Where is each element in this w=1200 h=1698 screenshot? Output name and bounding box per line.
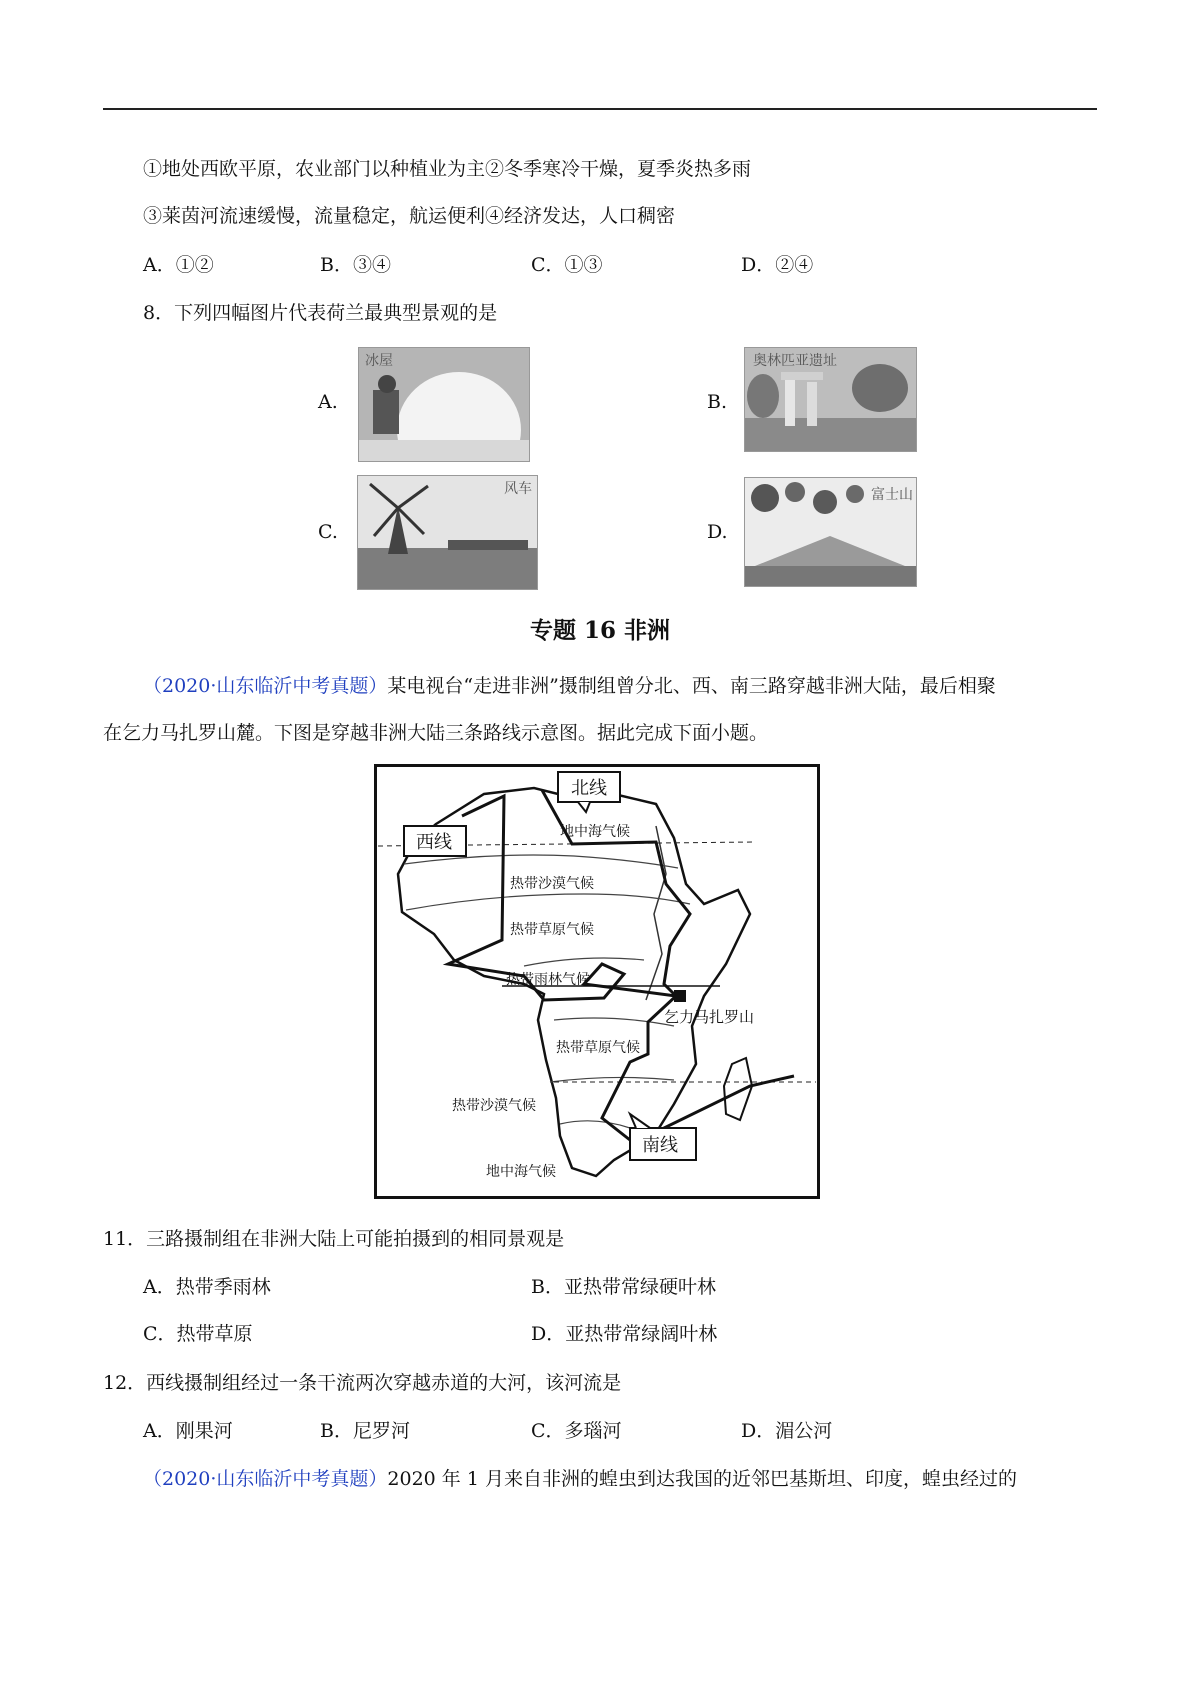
q8-photo-d-caption: 富士山 bbox=[871, 487, 913, 503]
q7-statement-line-2: ③莱茵河流速缓慢，流量稳定，航运便利④经济发达，人口稠密 bbox=[143, 205, 676, 227]
intro-source: （2020·山东临沂中考真题） bbox=[143, 675, 388, 697]
q8-photo-d-mount-fuji bbox=[744, 477, 917, 587]
label-kilimanjaro: 乞力马扎罗山 bbox=[664, 1008, 755, 1026]
label-med-north: 地中海气候 bbox=[560, 824, 630, 840]
q12-option-c: C．多瑙河 bbox=[531, 1420, 622, 1442]
label-savanna-north: 热带草原气候 bbox=[510, 922, 594, 938]
next-text: 2020 年 1 月来自非洲的蝗虫到达我国的近邻巴基斯坦、印度，蝗虫经过的 bbox=[387, 1468, 1017, 1490]
q12-question: 12．西线摄制组经过一条干流两次穿越赤道的大河，该河流是 bbox=[103, 1372, 622, 1394]
label-savanna-south: 热带草原气候 bbox=[556, 1040, 640, 1056]
q12-option-d: D．湄公河 bbox=[741, 1420, 833, 1442]
q11-option-c: C．热带草原 bbox=[143, 1323, 253, 1345]
intro-line-1 bbox=[143, 673, 996, 699]
next-passage-line bbox=[143, 1466, 1017, 1492]
q8-option-d-letter: D. bbox=[707, 521, 728, 543]
q7-option-a: A．①② bbox=[143, 254, 214, 276]
q8-photo-b-ruins bbox=[744, 347, 917, 452]
intro-line-2: 在乞力马扎罗山麓。下图是穿越非洲大陆三条路线示意图。据此完成下面小题。 bbox=[103, 722, 769, 744]
label-rainforest: 热带雨林气候 bbox=[506, 972, 590, 988]
q12-option-a: A．刚果河 bbox=[143, 1420, 233, 1442]
q11-question: 11．三路摄制组在非洲大陆上可能拍摄到的相同景观是 bbox=[103, 1228, 565, 1250]
q12-option-b: B．尼罗河 bbox=[320, 1420, 410, 1442]
kilimanjaro-marker bbox=[674, 990, 686, 1002]
q7-option-d: D．②④ bbox=[741, 254, 814, 276]
label-south-route: 南线 bbox=[642, 1135, 678, 1156]
next-source: （2020·山东临沂中考真题） bbox=[143, 1468, 388, 1490]
q7-statement-line-1: ①地处西欧平原，农业部门以种植业为主②冬季寒冷干燥，夏季炎热多雨 bbox=[143, 158, 752, 180]
header-rule bbox=[103, 108, 1097, 110]
q8-photo-a-caption: 冰屋 bbox=[365, 353, 393, 369]
intro-text-1: 某电视台“走进非洲”摄制组曾分北、西、南三路穿越非洲大陆，最后相聚 bbox=[387, 675, 996, 697]
q8-photo-a-igloo bbox=[358, 347, 530, 462]
africa-routes-map bbox=[374, 764, 820, 1199]
q8-photo-b-caption: 奥林匹亚遗址 bbox=[753, 353, 837, 369]
q8-photo-c-windmill bbox=[357, 475, 538, 590]
label-west-route: 西线 bbox=[416, 832, 452, 853]
label-desert-north: 热带沙漠气候 bbox=[510, 876, 594, 892]
q8-option-a-letter: A. bbox=[318, 391, 338, 413]
q7-option-b: B．③④ bbox=[320, 254, 391, 276]
q8-option-c-letter: C. bbox=[318, 521, 338, 543]
q7-option-c: C．①③ bbox=[531, 254, 603, 276]
q8-option-b-letter: B. bbox=[707, 391, 728, 413]
q11-option-a: A．热带季雨林 bbox=[143, 1276, 271, 1298]
label-desert-south: 热带沙漠气候 bbox=[452, 1098, 536, 1114]
label-north-route: 北线 bbox=[571, 778, 607, 799]
q11-option-b: B．亚热带常绿硬叶林 bbox=[531, 1276, 716, 1298]
q8-question: 8．下列四幅图片代表荷兰最典型景观的是 bbox=[143, 302, 498, 324]
q8-photo-c-caption: 风车 bbox=[504, 481, 532, 497]
label-med-south: 地中海气候 bbox=[486, 1164, 556, 1180]
q11-option-d: D．亚热带常绿阔叶林 bbox=[531, 1323, 718, 1345]
section-title: 专题 16 非洲 bbox=[529, 617, 671, 644]
